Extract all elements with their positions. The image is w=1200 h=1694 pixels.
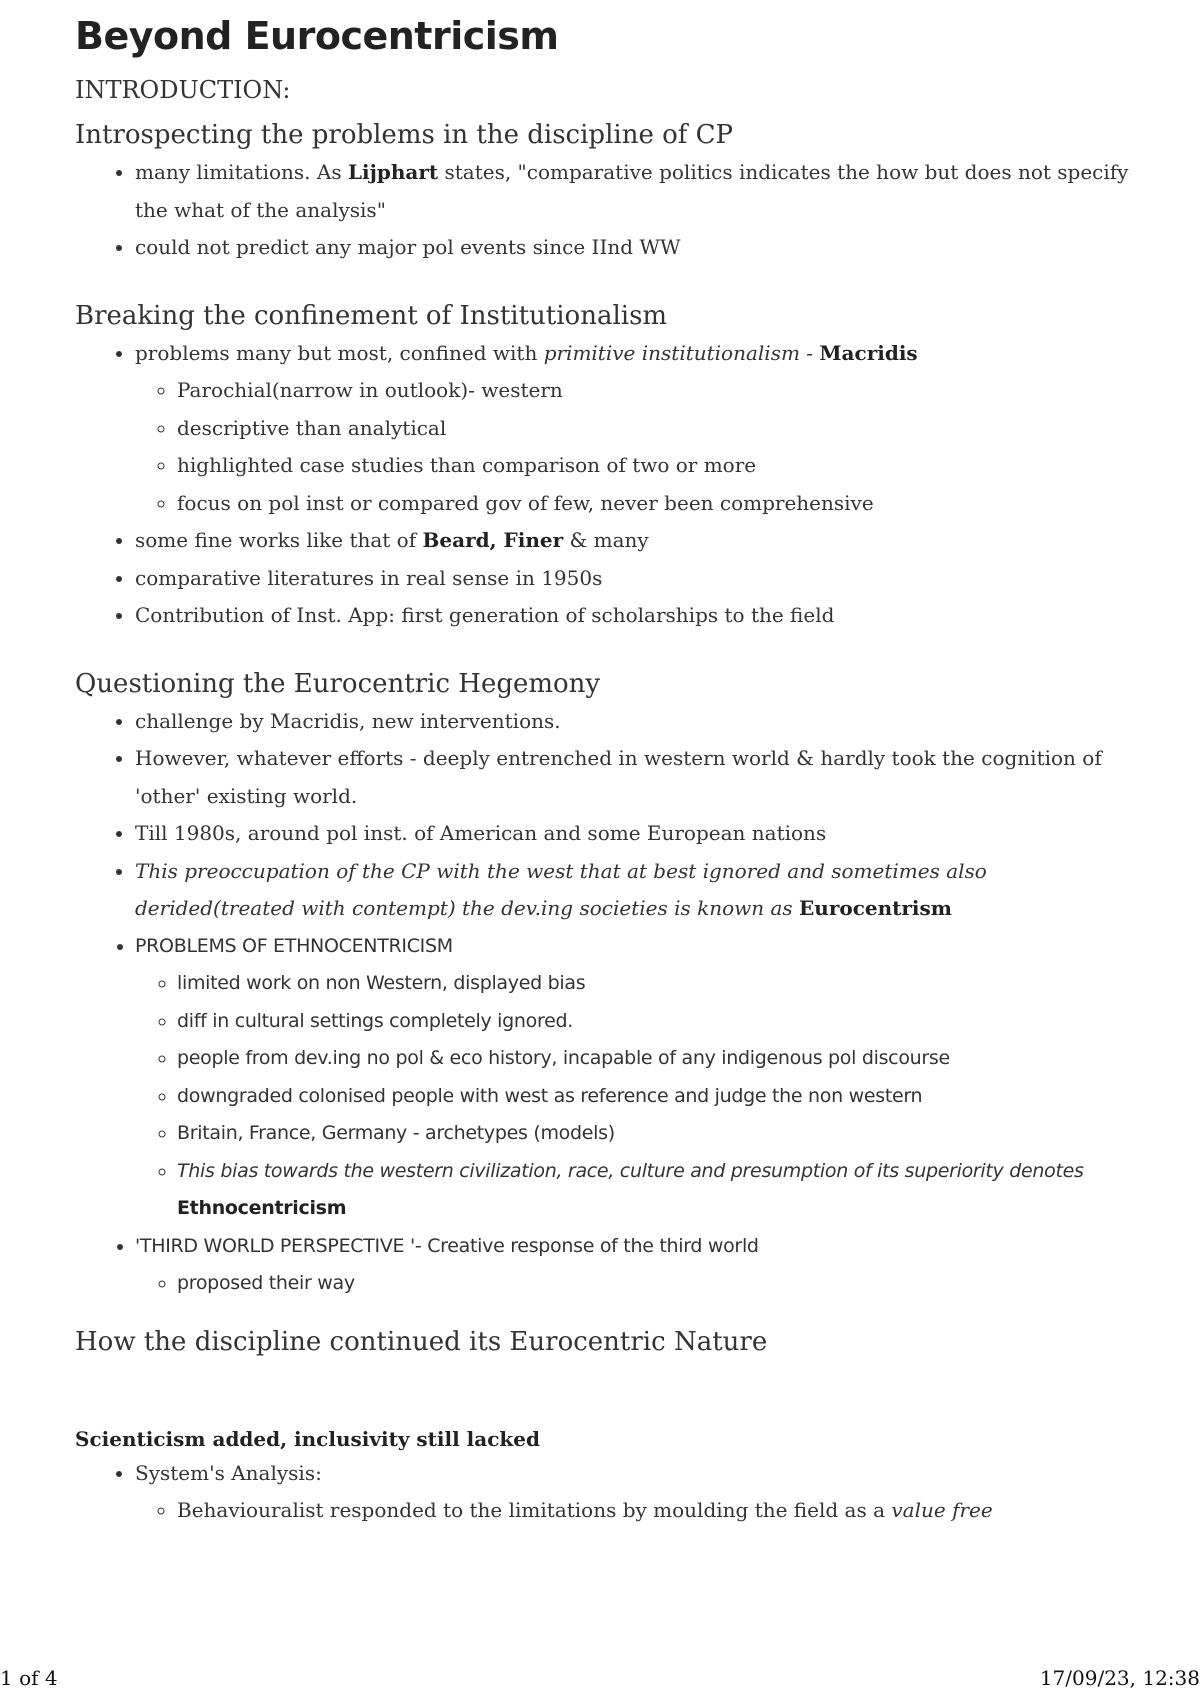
sub-list-item: ◦ Parochial(narrow in outlook)- western xyxy=(177,372,1135,410)
page-number: 1 of 4 xyxy=(0,1666,58,1690)
sub-list-item: ◦ This bias towards the western civilization, race, culture and presumption of its superiority denotes Ethnocentricism xyxy=(177,1153,1135,1228)
intro-heading: INTRODUCTION: xyxy=(75,76,291,104)
list-item: • However, whatever efforts - deeply entrenched in western world & hardly took the cognition of 'other' existing world. xyxy=(135,740,1135,815)
list-item: • Till 1980s, around pol inst. of American and some European nations xyxy=(135,815,1135,853)
sub-bullet-list xyxy=(135,965,1135,1228)
list-item: • many limitations. As Lijphart states, "comparative politics indicates the how but does not specify the what of the analysis" xyxy=(135,154,1135,229)
sub-list-item: ◦ people from dev.ing no pol & eco history, incapable of any indigenous pol discourse xyxy=(177,1040,1135,1078)
sub-list-item: ◦ highlighted case studies than comparison of two or more xyxy=(177,447,1135,485)
bold-term: Macridis xyxy=(819,340,918,365)
bold-term: Beard, Finer xyxy=(422,528,564,552)
section-heading-problems: Introspecting the problems in the discipline of CP xyxy=(75,120,734,150)
section-heading-continued-eurocentric: How the discipline continued its Eurocentric Nature xyxy=(75,1326,768,1357)
subsection-heading: Scienticism added, inclusivity still lacked xyxy=(75,1426,540,1451)
bullet-list xyxy=(75,154,1135,267)
bullet-list xyxy=(75,1455,1135,1530)
list-item: • some fine works like that of Beard, Finer & many xyxy=(135,522,1135,560)
page-break-mask xyxy=(0,1559,1200,1659)
sub-list-item: ◦ Behaviouralist responded to the limitations by moulding the field as a value free xyxy=(177,1492,1135,1530)
sub-bullet-list xyxy=(135,372,1135,522)
sub-bullet-list xyxy=(135,1265,1135,1303)
print-footer xyxy=(0,1666,1200,1692)
list-item: • comparative literatures in real sense in 1950s xyxy=(135,560,1135,598)
sub-list-item: ◦ diff in cultural settings completely ignored. xyxy=(177,1003,1135,1041)
sub-list-item: ◦ descriptive than analytical xyxy=(177,410,1135,448)
sub-list-item: ◦ limited work on non Western, displayed bias xyxy=(177,965,1135,1003)
print-datetime: 17/09/23, 12:38 xyxy=(1039,1666,1200,1690)
bullet-list xyxy=(75,703,1135,1303)
bold-term: Eurocentrism xyxy=(799,896,952,920)
section-heading-eurocentric-hegemony: Questioning the Eurocentric Hegemony xyxy=(75,668,601,699)
list-item: • could not predict any major pol events since IInd WW xyxy=(135,229,1135,267)
bullet-list xyxy=(75,335,1135,635)
sub-list-item: ◦ focus on pol inst or compared gov of few, never been comprehensive xyxy=(177,485,1135,523)
page-title: Beyond Eurocentricism xyxy=(75,14,559,58)
sub-list-item: ◦ downgraded colonised people with west as reference and judge the non western xyxy=(177,1078,1135,1116)
bold-term: Lijphart xyxy=(347,160,439,184)
list-item: • System's Analysis: ◦ Behaviouralist responded to the limitations by moulding the field as a value free xyxy=(135,1455,1135,1530)
sub-list-item: ◦ proposed their way xyxy=(177,1265,1135,1303)
sub-bullet-list xyxy=(135,1492,1135,1530)
document-body xyxy=(75,10,1135,1530)
list-item: • challenge by Macridis, new interventions. xyxy=(135,703,1135,741)
list-item: • problems many but most, confined with primitive institutionalism - Macridis ◦ Parochial(narrow in outlook)- western ◦ descriptive than analytical ◦ highlighted case studies than comparison of two or more ◦ focus on pol inst or compared gov of few, never been comprehensive xyxy=(135,335,1135,523)
list-item: • Contribution of Inst. App: first generation of scholarships to the field xyxy=(135,597,1135,635)
section-heading-institutionalism: Breaking the confinement of Institutionalism xyxy=(75,300,668,331)
list-item: • PROBLEMS OF ETHNOCENTRICISM ◦ limited work on non Western, displayed bias ◦ diff in cultural settings completely ignored. ◦ people from dev.ing no pol & eco history, incapable of any indigenous pol discourse ◦ downgraded colonised people with west as reference and judge the non western ◦ Britain, France, Germany - archetypes (models) ◦ This bias towards the western civilization, race, culture and presumption of its superiority denotes Ethnocentricism xyxy=(135,928,1135,1228)
bold-term: Ethnocentricism xyxy=(177,1197,347,1219)
list-item: • This preoccupation of the CP with the west that at best ignored and sometimes also derided(treated with contempt) the dev.ing societies is known as Eurocentrism xyxy=(135,853,1135,928)
sub-list-item: ◦ Britain, France, Germany - archetypes (models) xyxy=(177,1115,1135,1153)
list-item: • 'THIRD WORLD PERSPECTIVE '- Creative response of the third world ◦ proposed their way xyxy=(135,1228,1135,1303)
